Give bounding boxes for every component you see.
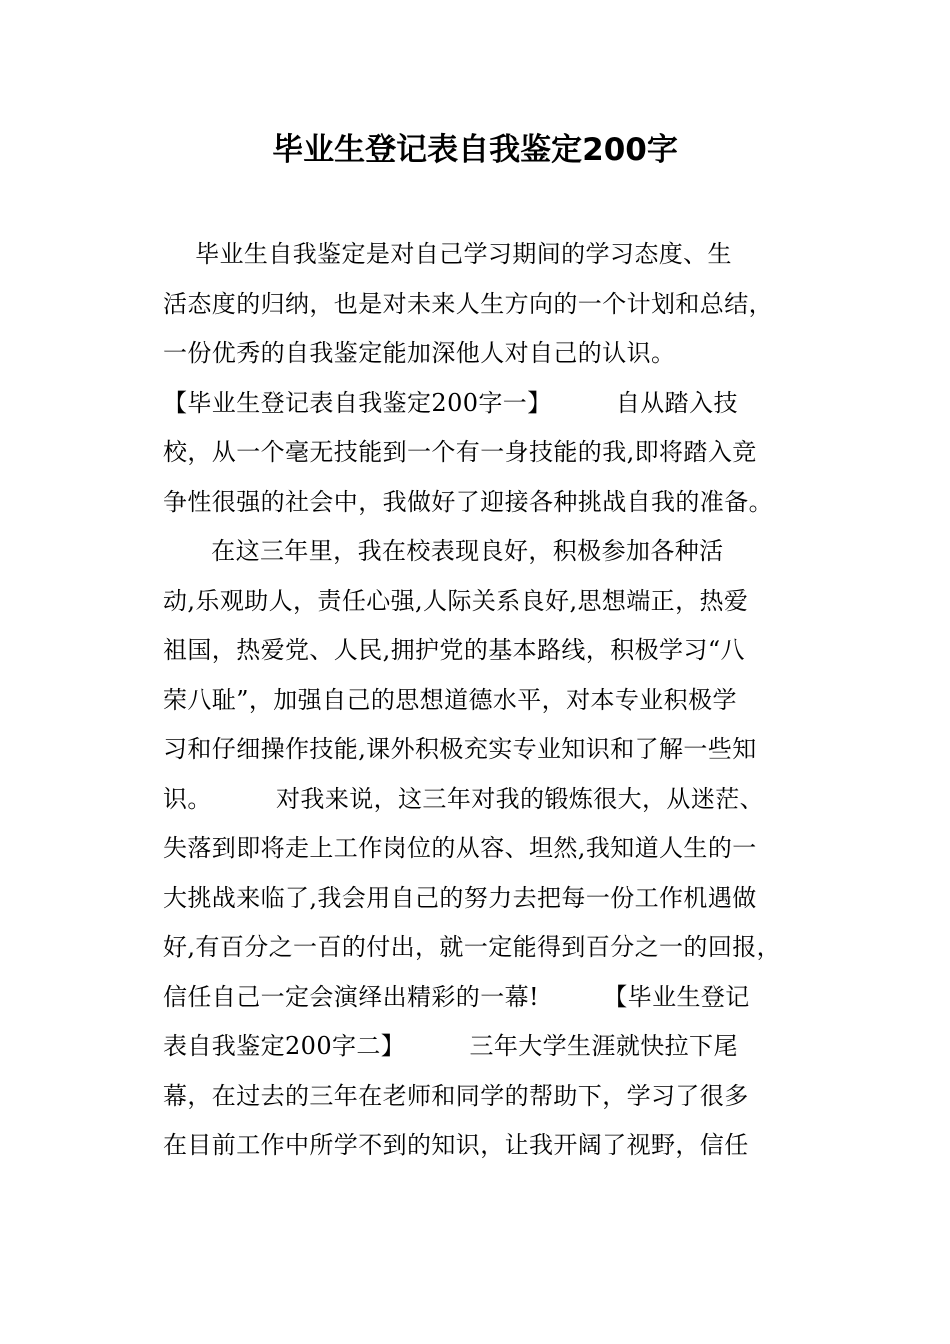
text-line: 识。 对我来说，这三年对我的锻炼很大，从迷茫、 xyxy=(163,784,765,813)
text-line: 荣八耻”，加强自己的思想道德水平，对本专业积极学 xyxy=(163,685,737,714)
text-line: 失落到即将走上工作岗位的从容、坦然,我知道人生的一 xyxy=(163,834,757,862)
text-line: 一份优秀的自我鉴定能加深他人对自己的认识。 xyxy=(163,339,676,367)
text-line: 幕，在过去的三年在老师和同学的帮助下，学习了很多 xyxy=(163,1081,749,1110)
text-line: 【毕业生登记表自我鉴定200字一】 自从踏入技 xyxy=(163,388,738,417)
text-line: 动,乐观助人，责任心强,人际关系良好,思想端正，热爱 xyxy=(163,586,749,615)
text-line: 在目前工作中所学不到的知识，让我开阔了视野，信任 xyxy=(163,1131,749,1159)
document-body xyxy=(163,230,803,1171)
text-line: 活态度的归纳，也是对未来人生方向的一个计划和总结， xyxy=(163,289,773,318)
text-line: 好,有百分之一百的付出，就一定能得到百分之一的回报， xyxy=(163,933,782,961)
text-line: 争性很强的社会中，我做好了迎接各种挑战自我的准备。 xyxy=(163,487,773,516)
document-title: 毕业生登记表自我鉴定200字 xyxy=(272,132,678,168)
text-line: 校，从一个毫无技能到一个有一身技能的我,即将踏入竞 xyxy=(163,438,757,466)
text-line: 祖国，热爱党、人民,拥护党的基本路线，积极学习“八 xyxy=(163,636,745,664)
text-line: 表自我鉴定200字二】 三年大学生涯就快拉下尾 xyxy=(163,1032,738,1060)
text-line: 在这三年里，我在校表现良好，积极参加各种活 xyxy=(163,537,724,565)
text-line: 大挑战来临了,我会用自己的努力去把每一份工作机遇做 xyxy=(163,883,757,912)
text-line: 习和仔细操作技能,课外积极充实专业知识和了解一些知 xyxy=(163,735,757,763)
text-line: 毕业生自我鉴定是对自己学习期间的学习态度、生 xyxy=(163,240,732,268)
text-line: 信任自己一定会演绎出精彩的一幕! 【毕业生登记 xyxy=(163,982,750,1011)
